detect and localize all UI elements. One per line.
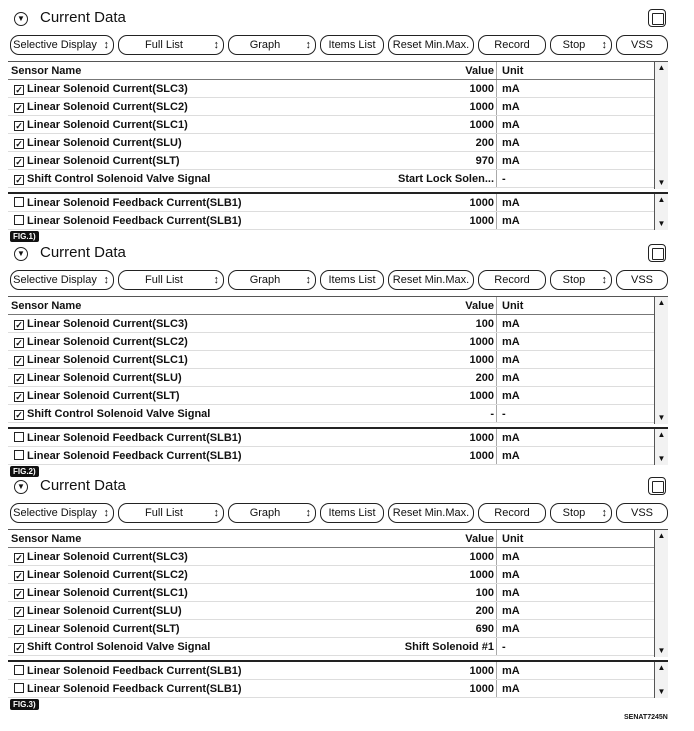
- selective-display-dropdown[interactable]: Selective Display ↕: [10, 270, 114, 290]
- sensor-name: Linear Solenoid Current(SLC2): [27, 336, 188, 348]
- sensor-name: Linear Solenoid Current(SLC3): [27, 83, 188, 95]
- sensor-value: 1000: [469, 683, 494, 695]
- lower-sensor-table: [8, 192, 668, 230]
- row-checkbox[interactable]: [14, 392, 24, 402]
- table-row[interactable]: [8, 134, 668, 152]
- sensor-unit: mA: [502, 101, 520, 113]
- sensor-unit: mA: [502, 605, 520, 617]
- row-checkbox[interactable]: [14, 571, 24, 581]
- full-list-dropdown[interactable]: Full List ↕: [118, 270, 224, 290]
- vss-button[interactable]: VSS: [616, 270, 668, 290]
- sensor-unit: mA: [502, 587, 520, 599]
- sensor-name: Linear Solenoid Current(SLC3): [27, 318, 188, 330]
- scroll-up-icon[interactable]: ▲: [657, 195, 666, 204]
- current-data-panel-1: [8, 6, 668, 244]
- stop-dropdown[interactable]: Stop ↕: [550, 270, 612, 290]
- sensor-name: Shift Control Solenoid Valve Signal: [27, 408, 211, 420]
- row-checkbox[interactable]: [14, 607, 24, 617]
- row-checkbox[interactable]: [14, 103, 24, 113]
- dropdown-arrow-icon: ↕: [103, 274, 109, 286]
- column-unit: Unit: [502, 533, 524, 545]
- sensor-value: 1000: [469, 390, 494, 402]
- sensor-name: Linear Solenoid Feedback Current(SLB1): [27, 215, 242, 227]
- table-row[interactable]: [8, 602, 668, 620]
- panel-title: Current Data: [40, 9, 126, 26]
- scroll-down-icon[interactable]: ▼: [657, 646, 666, 655]
- sensor-value: 1000: [469, 336, 494, 348]
- sensor-name: Linear Solenoid Current(SLC3): [27, 551, 188, 563]
- table-row[interactable]: [8, 194, 668, 212]
- panel-header: [8, 474, 668, 500]
- table-row[interactable]: [8, 662, 668, 680]
- scroll-down-icon[interactable]: ▼: [657, 413, 666, 422]
- sensor-unit: mA: [502, 665, 520, 677]
- sensor-unit: mA: [502, 354, 520, 366]
- lower-sensor-table: [8, 660, 668, 698]
- sensor-value: 1000: [469, 83, 494, 95]
- table-row[interactable]: [8, 548, 668, 566]
- sensor-value: Start Lock Solen...: [398, 173, 494, 185]
- items-list-button[interactable]: Items List: [320, 270, 384, 290]
- row-checkbox[interactable]: [14, 215, 24, 225]
- table-row[interactable]: [8, 170, 668, 188]
- sensor-value: 1000: [469, 197, 494, 209]
- graph-dropdown[interactable]: Graph ↕: [228, 503, 316, 523]
- figure-label: FIG.3): [8, 698, 668, 712]
- sensor-name: Shift Control Solenoid Valve Signal: [27, 173, 211, 185]
- scroll-down-icon[interactable]: ▼: [657, 178, 666, 187]
- sensor-value: 970: [475, 155, 494, 167]
- table-row[interactable]: [8, 212, 668, 230]
- dropdown-arrow-icon: ↕: [601, 274, 607, 286]
- sensor-table: [8, 296, 668, 423]
- column-unit: Unit: [502, 65, 524, 77]
- sensor-name: Linear Solenoid Current(SLC1): [27, 354, 188, 366]
- check-icon: ✓: [15, 374, 23, 384]
- check-icon: ✓: [15, 320, 23, 330]
- table-row[interactable]: [8, 333, 668, 351]
- sensor-unit: mA: [502, 432, 520, 444]
- row-checkbox[interactable]: [14, 356, 24, 366]
- sensor-unit: mA: [502, 318, 520, 330]
- table-row[interactable]: [8, 447, 668, 465]
- table-row[interactable]: [8, 351, 668, 369]
- table-row[interactable]: [8, 315, 668, 333]
- sensor-value: 100: [475, 587, 494, 599]
- window-icon[interactable]: [648, 244, 666, 262]
- sensor-name: Linear Solenoid Feedback Current(SLB1): [27, 683, 242, 695]
- table-row[interactable]: [8, 680, 668, 698]
- sensor-unit: mA: [502, 215, 520, 227]
- table-row[interactable]: [8, 387, 668, 405]
- row-checkbox[interactable]: [14, 625, 24, 635]
- check-icon: ✓: [15, 553, 23, 563]
- column-value: Value: [465, 533, 494, 545]
- scroll-down-icon[interactable]: ▼: [657, 687, 666, 696]
- row-checkbox[interactable]: [14, 85, 24, 95]
- sensor-name: Shift Control Solenoid Valve Signal: [27, 641, 211, 653]
- table-row[interactable]: [8, 584, 668, 602]
- sensor-name: Linear Solenoid Current(SLT): [27, 155, 180, 167]
- row-checkbox[interactable]: [14, 320, 24, 330]
- table-row[interactable]: [8, 620, 668, 638]
- sensor-name: Linear Solenoid Feedback Current(SLB1): [27, 432, 242, 444]
- table-header: [8, 297, 668, 315]
- row-checkbox[interactable]: [14, 410, 24, 420]
- table-row[interactable]: [8, 405, 668, 423]
- check-icon: ✓: [15, 643, 23, 653]
- toolbar: [8, 270, 668, 292]
- sensor-value: 1000: [469, 101, 494, 113]
- lower-scrollbar[interactable]: [654, 429, 668, 465]
- dropdown-arrow-icon: ↕: [103, 39, 109, 51]
- sensor-name: Linear Solenoid Current(SLC2): [27, 569, 188, 581]
- column-sensor-name: Sensor Name: [11, 533, 82, 545]
- check-icon: ✓: [15, 625, 23, 635]
- sensor-name: Linear Solenoid Current(SLU): [27, 137, 182, 149]
- sensor-value: 1000: [469, 665, 494, 677]
- sensor-value: 1000: [469, 215, 494, 227]
- table-row[interactable]: [8, 152, 668, 170]
- check-icon: ✓: [15, 175, 23, 185]
- row-checkbox[interactable]: [14, 683, 24, 693]
- row-checkbox[interactable]: [14, 432, 24, 442]
- panel-header: [8, 6, 668, 32]
- sensor-name: Linear Solenoid Feedback Current(SLB1): [27, 665, 242, 677]
- dropdown-arrow-icon: ↕: [601, 507, 607, 519]
- collapse-icon[interactable]: ▼: [14, 247, 28, 261]
- sensor-value: 1000: [469, 551, 494, 563]
- stop-dropdown[interactable]: Stop ↕: [550, 503, 612, 523]
- lower-scrollbar[interactable]: [654, 194, 668, 230]
- collapse-icon[interactable]: ▼: [14, 480, 28, 494]
- check-icon: ✓: [15, 356, 23, 366]
- graph-dropdown[interactable]: Graph ↕: [228, 35, 316, 55]
- upper-scrollbar[interactable]: [654, 530, 668, 657]
- reset-minmax-button[interactable]: Reset Min.Max.: [388, 503, 474, 523]
- dropdown-arrow-icon: ↕: [601, 39, 607, 51]
- dropdown-arrow-icon: ↕: [213, 274, 219, 286]
- window-icon[interactable]: [648, 9, 666, 27]
- sensor-unit: mA: [502, 450, 520, 462]
- check-icon: ✓: [15, 103, 23, 113]
- stop-dropdown[interactable]: Stop ↕: [550, 35, 612, 55]
- table-row[interactable]: [8, 80, 668, 98]
- record-button[interactable]: Record: [478, 503, 546, 523]
- figure-label: FIG.2): [8, 465, 668, 479]
- sensor-unit: mA: [502, 197, 520, 209]
- scroll-down-icon[interactable]: ▼: [657, 454, 666, 463]
- dropdown-arrow-icon: ↕: [305, 39, 311, 51]
- dropdown-arrow-icon: ↕: [305, 274, 311, 286]
- scroll-up-icon[interactable]: ▲: [657, 298, 666, 307]
- check-icon: ✓: [15, 139, 23, 149]
- check-icon: ✓: [15, 410, 23, 420]
- check-icon: ✓: [15, 338, 23, 348]
- check-icon: ✓: [15, 392, 23, 402]
- sensor-unit: mA: [502, 569, 520, 581]
- row-checkbox[interactable]: [14, 157, 24, 167]
- upper-scrollbar[interactable]: [654, 62, 668, 189]
- graph-dropdown[interactable]: Graph ↕: [228, 270, 316, 290]
- panel-title: Current Data: [40, 477, 126, 494]
- scroll-down-icon[interactable]: ▼: [657, 219, 666, 228]
- sensor-unit: -: [502, 408, 506, 420]
- sensor-name: Linear Solenoid Feedback Current(SLB1): [27, 197, 242, 209]
- sensor-unit: mA: [502, 390, 520, 402]
- sensor-unit: mA: [502, 155, 520, 167]
- sensor-unit: mA: [502, 372, 520, 384]
- row-checkbox[interactable]: [14, 121, 24, 131]
- sensor-value: 690: [475, 623, 494, 635]
- sensor-table: [8, 61, 668, 188]
- column-value: Value: [465, 65, 494, 77]
- table-header: [8, 530, 668, 548]
- lower-sensor-table: [8, 427, 668, 465]
- row-checkbox[interactable]: [14, 139, 24, 149]
- sensor-table: [8, 529, 668, 656]
- sensor-value: 100: [475, 318, 494, 330]
- column-sensor-name: Sensor Name: [11, 65, 82, 77]
- check-icon: ✓: [15, 121, 23, 131]
- check-icon: ✓: [15, 85, 23, 95]
- items-list-button[interactable]: Items List: [320, 35, 384, 55]
- row-checkbox[interactable]: [14, 665, 24, 675]
- row-checkbox[interactable]: [14, 643, 24, 653]
- sensor-unit: mA: [502, 683, 520, 695]
- dropdown-arrow-icon: ↕: [213, 39, 219, 51]
- selective-display-dropdown[interactable]: Selective Display ↕: [10, 503, 114, 523]
- check-icon: ✓: [15, 571, 23, 581]
- window-icon[interactable]: [648, 477, 666, 495]
- table-row[interactable]: [8, 116, 668, 134]
- sensor-unit: mA: [502, 623, 520, 635]
- dropdown-arrow-icon: ↕: [103, 507, 109, 519]
- record-button[interactable]: Record: [478, 270, 546, 290]
- items-list-button[interactable]: Items List: [320, 503, 384, 523]
- figure-label: FIG.1): [8, 230, 668, 244]
- sensor-unit: mA: [502, 83, 520, 95]
- sensor-value: 200: [475, 137, 494, 149]
- check-icon: ✓: [15, 157, 23, 167]
- sensor-value: 1000: [469, 450, 494, 462]
- sensor-name: Linear Solenoid Current(SLC2): [27, 101, 188, 113]
- table-row[interactable]: [8, 429, 668, 447]
- row-checkbox[interactable]: [14, 450, 24, 460]
- current-data-panel-3: [8, 474, 668, 712]
- sensor-value: 1000: [469, 354, 494, 366]
- row-checkbox[interactable]: [14, 589, 24, 599]
- column-unit: Unit: [502, 300, 524, 312]
- sensor-unit: mA: [502, 336, 520, 348]
- scroll-up-icon[interactable]: ▲: [657, 663, 666, 672]
- upper-scrollbar[interactable]: [654, 297, 668, 424]
- current-data-panel-2: [8, 241, 668, 479]
- row-checkbox[interactable]: [14, 197, 24, 207]
- collapse-icon[interactable]: ▼: [14, 12, 28, 26]
- full-list-dropdown[interactable]: Full List ↕: [118, 35, 224, 55]
- sensor-value: -: [490, 408, 494, 420]
- sensor-name: Linear Solenoid Current(SLT): [27, 390, 180, 402]
- sensor-value: 1000: [469, 569, 494, 581]
- sensor-unit: mA: [502, 551, 520, 563]
- scroll-up-icon[interactable]: ▲: [657, 531, 666, 540]
- table-row[interactable]: [8, 369, 668, 387]
- figure-credit: SENAT7245N: [624, 714, 668, 721]
- sensor-value: Shift Solenoid #1: [404, 641, 494, 653]
- sensor-value: 200: [475, 605, 494, 617]
- sensor-value: 1000: [469, 119, 494, 131]
- toolbar: [8, 35, 668, 57]
- check-icon: ✓: [15, 589, 23, 599]
- sensor-unit: -: [502, 173, 506, 185]
- toolbar: [8, 503, 668, 525]
- table-row[interactable]: [8, 98, 668, 116]
- sensor-value: 1000: [469, 432, 494, 444]
- dropdown-arrow-icon: ↕: [213, 507, 219, 519]
- vss-button[interactable]: VSS: [616, 503, 668, 523]
- scroll-up-icon[interactable]: ▲: [657, 63, 666, 72]
- panel-title: Current Data: [40, 244, 126, 261]
- row-checkbox[interactable]: [14, 553, 24, 563]
- row-checkbox[interactable]: [14, 175, 24, 185]
- sensor-name: Linear Solenoid Current(SLC1): [27, 119, 188, 131]
- dropdown-arrow-icon: ↕: [305, 507, 311, 519]
- record-button[interactable]: Record: [478, 35, 546, 55]
- reset-minmax-button[interactable]: Reset Min.Max.: [388, 270, 474, 290]
- vss-button[interactable]: VSS: [616, 35, 668, 55]
- panel-header: [8, 241, 668, 267]
- selective-display-dropdown[interactable]: Selective Display ↕: [10, 35, 114, 55]
- row-checkbox[interactable]: [14, 374, 24, 384]
- full-list-dropdown[interactable]: Full List ↕: [118, 503, 224, 523]
- table-row[interactable]: [8, 638, 668, 656]
- lower-scrollbar[interactable]: [654, 662, 668, 698]
- table-row[interactable]: [8, 566, 668, 584]
- sensor-value: 200: [475, 372, 494, 384]
- sensor-name: Linear Solenoid Current(SLU): [27, 372, 182, 384]
- sensor-name: Linear Solenoid Feedback Current(SLB1): [27, 450, 242, 462]
- sensor-name: Linear Solenoid Current(SLT): [27, 623, 180, 635]
- table-header: [8, 62, 668, 80]
- sensor-name: Linear Solenoid Current(SLU): [27, 605, 182, 617]
- sensor-unit: -: [502, 641, 506, 653]
- column-sensor-name: Sensor Name: [11, 300, 82, 312]
- sensor-unit: mA: [502, 119, 520, 131]
- check-icon: ✓: [15, 607, 23, 617]
- scroll-up-icon[interactable]: ▲: [657, 430, 666, 439]
- column-value: Value: [465, 300, 494, 312]
- sensor-unit: mA: [502, 137, 520, 149]
- row-checkbox[interactable]: [14, 338, 24, 348]
- reset-minmax-button[interactable]: Reset Min.Max.: [388, 35, 474, 55]
- sensor-name: Linear Solenoid Current(SLC1): [27, 587, 188, 599]
